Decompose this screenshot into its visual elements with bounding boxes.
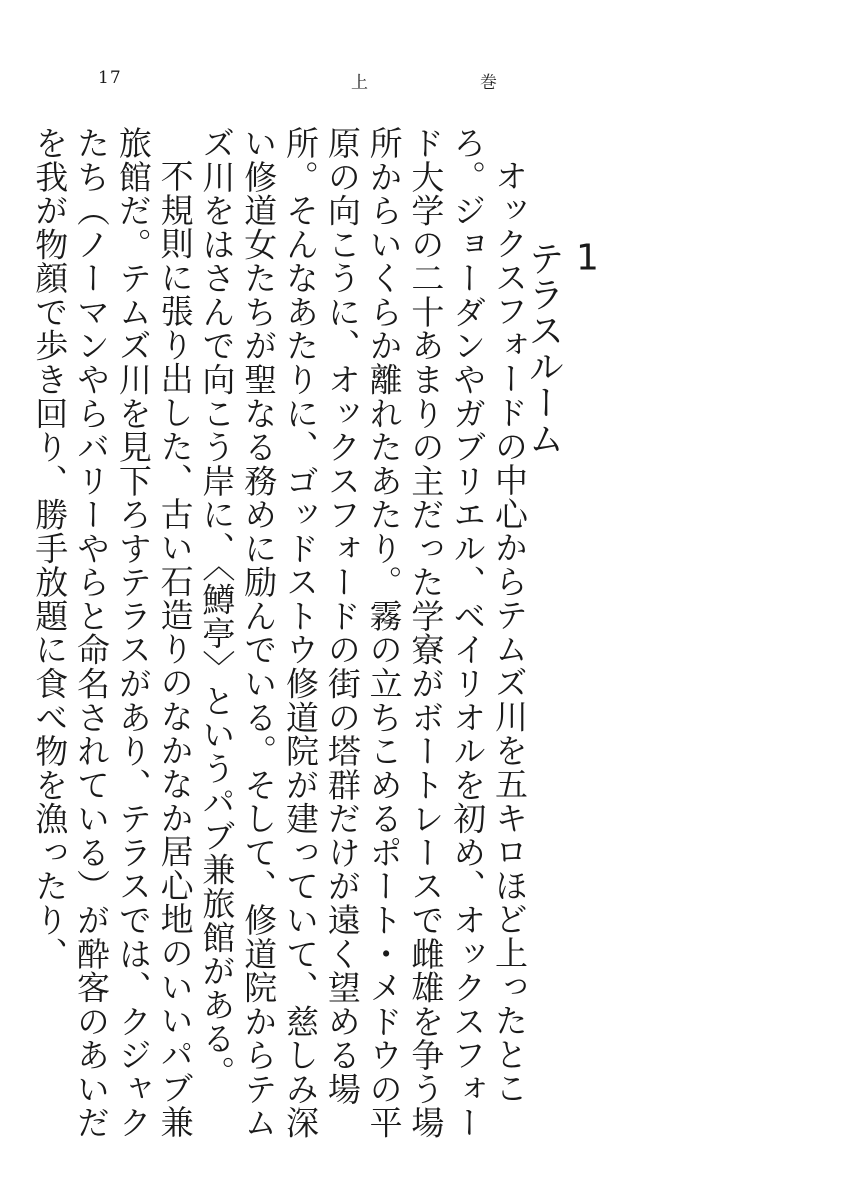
page-number: 17 <box>98 68 122 88</box>
running-head: 上 <box>351 73 368 93</box>
paragraph-2: 不規則に張り出した、古い石造りのなかなか居心地のいいパブ兼旅館だ。テムズ川を見下ろすテラスがあり、テラスでは、クジャクたち（ノーマンやらバリーやらと命名されている）が酔客のあいだを我が物顔で歩き回り、勝手放題に食べ物を漁ったり、 <box>30 126 195 1140</box>
chapter-title: テラスルーム <box>523 240 564 456</box>
paragraph-1: オックスフォードの中心からテムズ川を五キロほど上ったところ。ジョーダンやガブリエル、ベイリオルを初め、オックスフォード大学の二十あまりの主だった学寮がボートレースで雌雄を争う場所からいくらか離れたあたり。霧の立ちこめるポート・メドウの平原の向こうに、オックスフォードの街の塔群だけが遠く望める場所。そんなあたりに、ゴッドストウ修道院が建っていて、慈しみ深い修道女たちが聖なる務めに励んでいる。そして、修道院からテムズ川をはさんで向こう岸に、〈鱒亭〉というパブ兼旅館がある。 <box>197 126 529 1140</box>
volume-label: 巻 <box>480 73 497 93</box>
chapter-heading <box>523 240 609 480</box>
body-text <box>30 126 530 1156</box>
chapter-number: 1 <box>576 240 599 276</box>
